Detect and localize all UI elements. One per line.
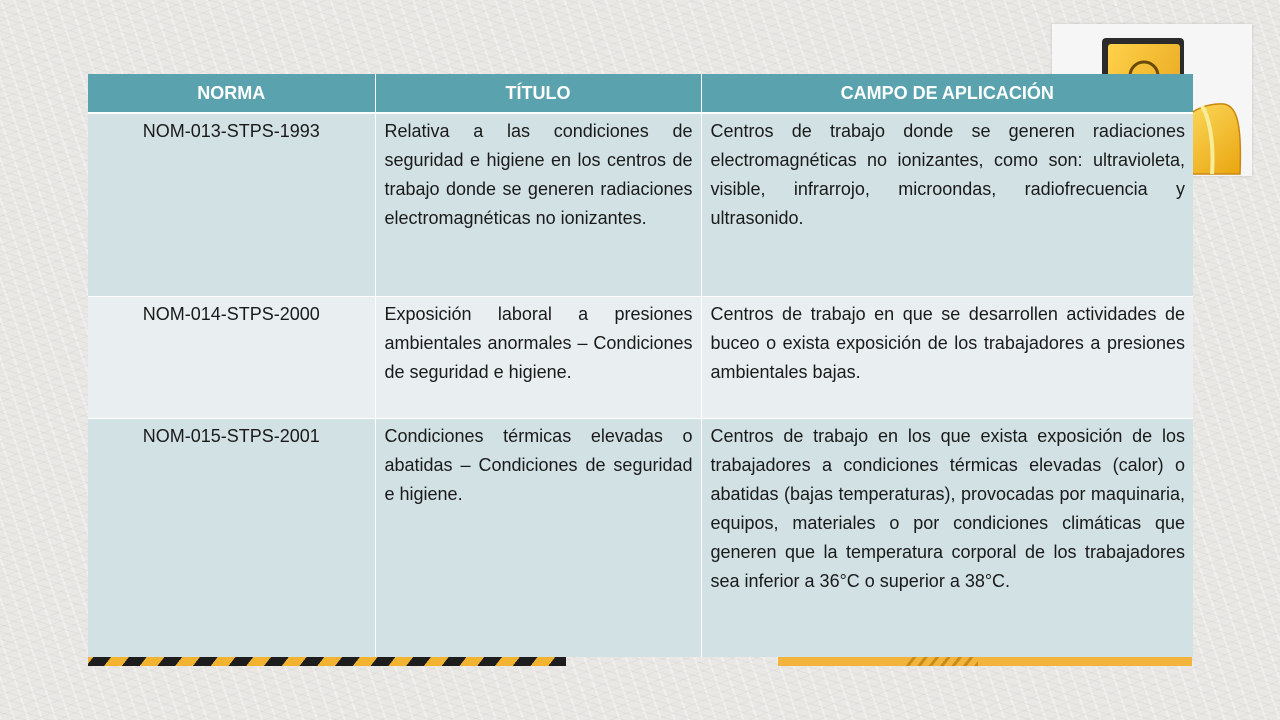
cell-norma: NOM-013-STPS-1993 [88,113,375,297]
header-campo: CAMPO DE APLICACIÓN [701,74,1193,113]
cell-campo: Centros de trabajo donde se generen radiaciones electromagnéticas no ionizantes, como son: ultravioleta, visible, infrarrojo, microondas, radiofrecuencia y ultrasonido. [701,113,1193,297]
cell-titulo: Condiciones térmicas elevadas o abatidas – Condiciones de seguridad e higiene. [375,419,701,658]
hazard-stripe-left [88,656,566,666]
table-row [88,297,1193,419]
header-titulo: TÍTULO [375,74,701,113]
header-norma: NORMA [88,74,375,113]
cell-titulo: Relativa a las condiciones de seguridad e higiene en los centros de trabajo donde se generen radiaciones electromagnéticas no ionizantes. [375,113,701,297]
norms-table [88,74,1193,657]
cell-campo: Centros de trabajo en que se desarrollen actividades de buceo o exista exposición de los trabajadores a presiones ambientales bajas. [701,297,1193,419]
table-row [88,419,1193,658]
cell-norma: NOM-014-STPS-2000 [88,297,375,419]
hazard-stripe-right [778,656,1192,666]
table-header-row [88,74,1193,113]
cell-norma: NOM-015-STPS-2001 [88,419,375,658]
cell-titulo: Exposición laboral a presiones ambientales anormales – Condiciones de seguridad e higiene. [375,297,701,419]
table-row [88,113,1193,297]
cell-campo: Centros de trabajo en los que exista exposición de los trabajadores a condiciones térmicas elevadas (calor) o abatidas (bajas temperaturas), provocadas por maquinaria, equipos, materiales o por condiciones climáticas que generen que la temperatura corporal de los trabajadores sea inferior a 36°C o superior a 38°C. [701,419,1193,658]
